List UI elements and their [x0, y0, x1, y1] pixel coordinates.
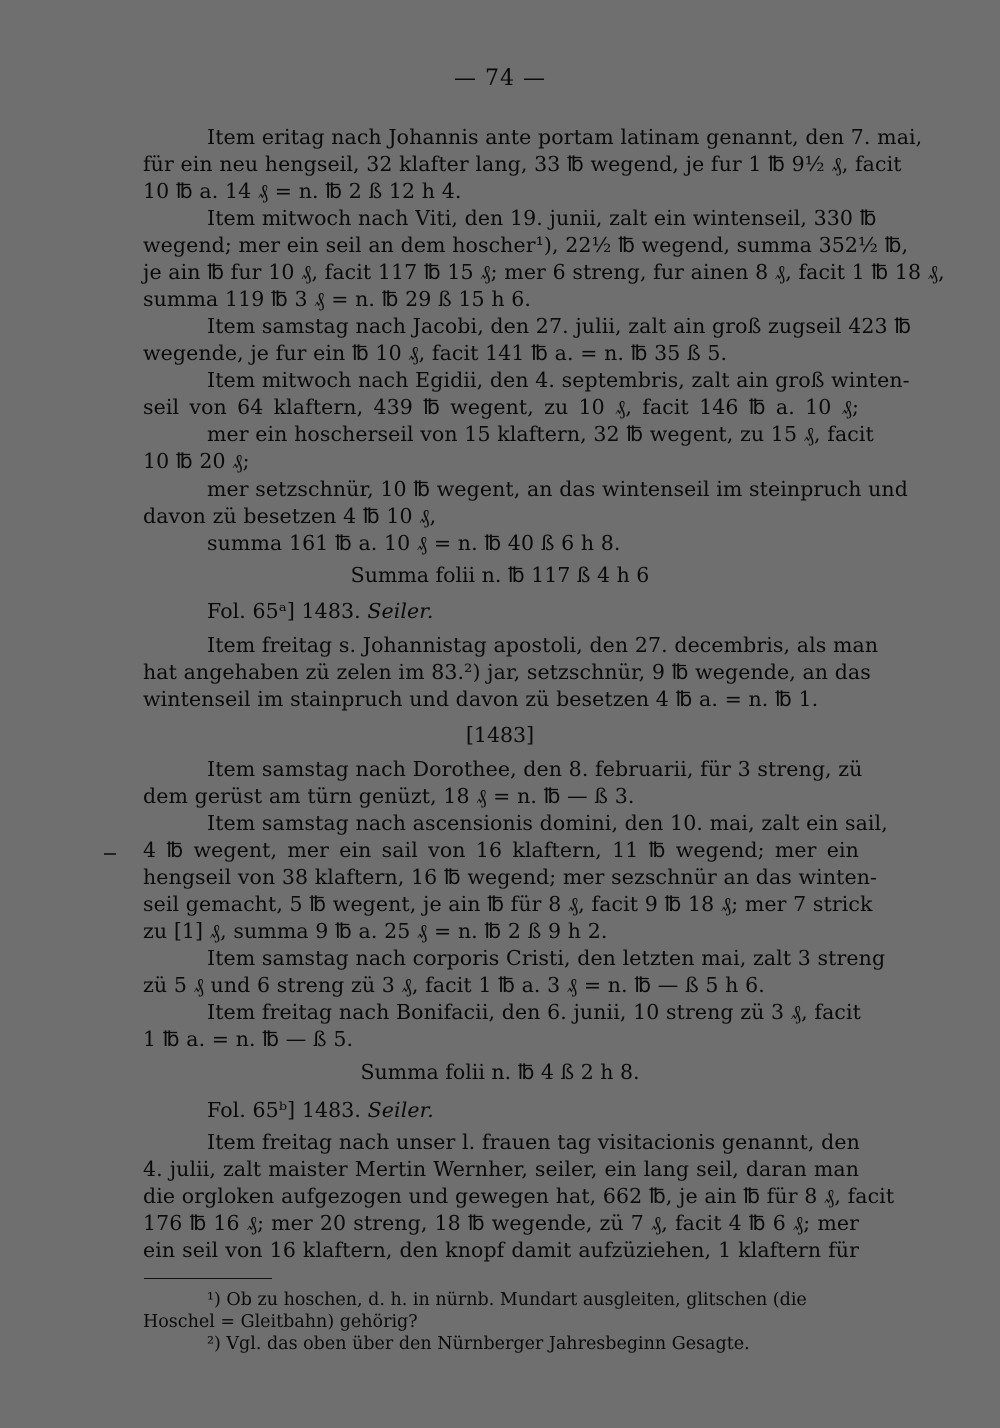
text-line: Item samstag nach Jacobi, den 27. julii, zalt ain groß zugseil 423 ℔	[207, 314, 912, 338]
footnote-1: ¹) Ob zu hoschen, d. h. in nürnb. Mundart ausgleiten, glitschen (die	[207, 1290, 807, 1310]
text-line: mer ein hoscherseil von 15 klaftern, 32 ℔ wegent, zu 15 ₰, facit	[207, 422, 874, 446]
text-line: für ein neu hengseil, 32 klafter lang, 33 ℔ wegend, je fur 1 ℔ 9½ ₰, facit	[143, 152, 902, 176]
text-line: Item mitwoch nach Egidii, den 4. septembris, zalt ain groß winten-	[207, 368, 910, 392]
footnote-1-continued: Hoschel = Gleitbahn) gehörig?	[143, 1312, 418, 1332]
text-line: hat angehaben zü zelen im 83.²) jar, setzschnür, 9 ℔ wegende, an das	[143, 660, 871, 684]
text-line: Item samstag nach corporis Cristi, den letzten mai, zalt 3 streng	[207, 946, 886, 970]
text-line: Item freitag nach unser l. frauen tag visitacionis genannt, den	[207, 1130, 860, 1154]
text-line: je ain ℔ fur 10 ₰, facit 117 ℔ 15 ₰; mer 6 streng, fur ainen 8 ₰, facit 1 ℔ 18 ₰,	[143, 260, 945, 284]
folio-heading	[207, 598, 434, 624]
text-line: Item mitwoch nach Viti, den 19. junii, zalt ein wintenseil, 330 ℔	[207, 206, 877, 230]
seiler-label: Seiler.	[367, 1098, 434, 1122]
summa-folii: Summa folii n. ℔ 4 ß 2 h 8.	[360, 1060, 640, 1084]
text-line: davon zü besetzen 4 ℔ 10 ₰,	[143, 504, 437, 528]
text-line: summa 161 ℔ a. 10 ₰ = n. ℔ 40 ß 6 h 8.	[207, 531, 621, 555]
footnote-divider	[144, 1278, 272, 1279]
text-line: 1 ℔ a. = n. ℔ — ß 5.	[143, 1027, 354, 1051]
text-line: hengseil von 38 klaftern, 16 ℔ wegend; mer sezschnür an das winten-	[143, 865, 878, 889]
text-line: 10 ℔ 20 ₰;	[143, 449, 250, 473]
text-line: ein seil von 16 klaftern, den knopf damit aufzüziehen, 1 klaftern für	[143, 1238, 859, 1262]
text-line: 4 ℔ wegent, mer ein sail von 16 klaftern, 11 ℔ wegend; mer ein	[143, 838, 859, 862]
text-line: 4. julii, zalt maister Mertin Wernher, seiler, ein lang seil, daran man	[143, 1157, 859, 1181]
text-line: summa 119 ℔ 3 ₰ = n. ℔ 29 ß 15 h 6.	[143, 287, 531, 311]
text-line: wintenseil im stainpruch und davon zü besetzen 4 ℔ a. = n. ℔ 1.	[143, 687, 819, 711]
year-heading: [1483]	[465, 723, 535, 747]
summa-folii: Summa folii n. ℔ 117 ß 4 h 6	[350, 563, 650, 587]
margin-mark	[104, 853, 116, 855]
text-line: Item eritag nach Johannis ante portam latinam genannt, den 7. mai,	[207, 125, 923, 149]
text-line: dem gerüst am türn genüzt, 18 ₰ = n. ℔ — ß 3.	[143, 784, 635, 808]
text-line: Item samstag nach ascensionis domini, den 10. mai, zalt ein sail,	[207, 811, 888, 835]
seiler-label: Seiler.	[367, 599, 434, 623]
folio-label: Fol. 65ᵇ] 1483.	[207, 1098, 362, 1122]
text-line: 10 ℔ a. 14 ₰ = n. ℔ 2 ß 12 h 4.	[143, 179, 462, 203]
text-line: wegend; mer ein seil an dem hoscher¹), 22½ ℔ wegend, summa 352½ ℔,	[143, 233, 909, 257]
text-line: zü 5 ₰ und 6 streng zü 3 ₰, facit 1 ℔ a. 3 ₰ = n. ℔ — ß 5 h 6.	[143, 973, 765, 997]
text-line: mer setzschnür, 10 ℔ wegent, an das wintenseil im steinpruch und	[207, 477, 908, 501]
text-line: Item freitag nach Bonifacii, den 6. junii, 10 streng zü 3 ₰, facit	[207, 1000, 861, 1024]
page-number: — 74 —	[454, 66, 546, 91]
text-line: Item freitag s. Johannistag apostoli, den 27. decembris, als man	[207, 633, 879, 657]
text-line: Item samstag nach Dorothee, den 8. februarii, für 3 streng, zü	[207, 757, 863, 781]
folio-label: Fol. 65ᵃ] 1483.	[207, 599, 361, 623]
text-line: wegende, je fur ein ℔ 10 ₰, facit 141 ℔ a. = n. ℔ 35 ß 5.	[143, 341, 728, 365]
text-line: zu [1] ₰, summa 9 ℔ a. 25 ₰ = n. ℔ 2 ß 9 h 2.	[143, 919, 608, 943]
text-line: seil von 64 klaftern, 439 ℔ wegent, zu 10 ₰, facit 146 ℔ a. 10 ₰;	[143, 395, 859, 419]
text-line: 176 ℔ 16 ₰; mer 20 streng, 18 ℔ wegende, zü 7 ₰, facit 4 ℔ 6 ₰; mer	[143, 1211, 859, 1235]
footnote-2: ²) Vgl. das oben über den Nürnberger Jahresbeginn Gesagte.	[207, 1334, 750, 1354]
folio-heading	[207, 1097, 434, 1123]
text-line: die orgloken aufgezogen und gewegen hat, 662 ℔, je ain ℔ für 8 ₰, facit	[143, 1184, 895, 1208]
text-line: seil gemacht, 5 ℔ wegent, je ain ℔ für 8 ₰, facit 9 ℔ 18 ₰; mer 7 strick	[143, 892, 873, 916]
